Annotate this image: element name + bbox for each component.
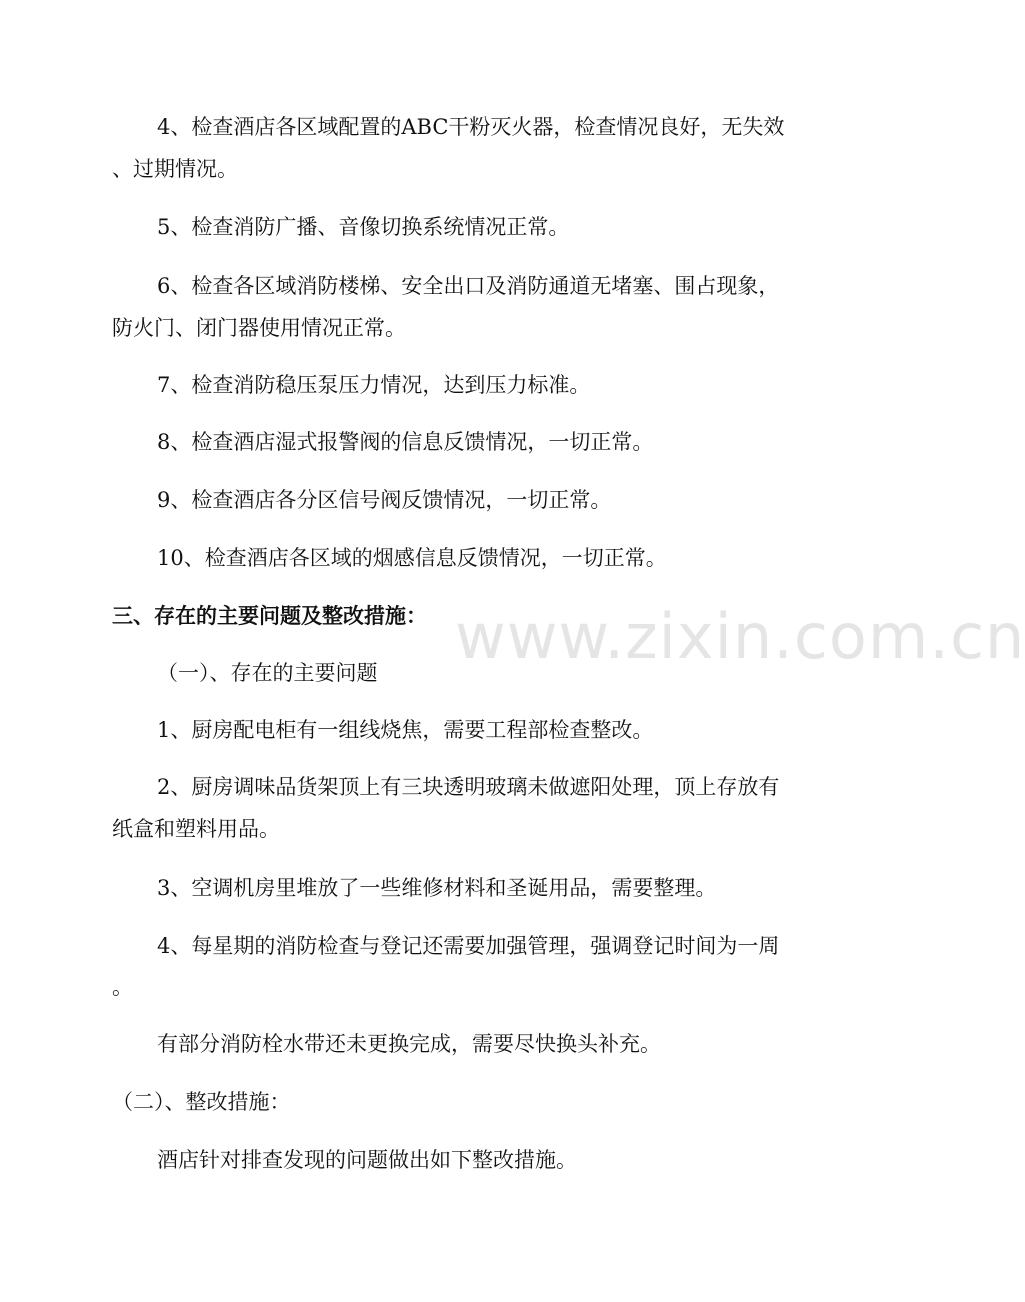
problem-1: 1、厨房配电柜有一组线烧焦，需要工程部检查整改。: [157, 718, 654, 742]
problem-2-line-2: 纸盒和塑料用品。: [112, 817, 280, 841]
problem-4-line-2: 。: [112, 975, 133, 999]
item-7: 7、检查消防稳压泵压力情况，达到压力标准。: [157, 373, 591, 397]
section-heading: 三、存在的主要问题及整改措施：: [112, 604, 427, 628]
problem-3: 3、空调机房里堆放了一些维修材料和圣诞用品，需要整理。: [157, 876, 717, 900]
item-10: 10、检查酒店各区域的烟感信息反馈情况，一切正常。: [157, 546, 667, 570]
problem-2-line-1: 2、厨房调味品货架顶上有三块透明玻璃未做遮阳处理，顶上存放有: [157, 775, 780, 799]
item-4-line-2: 、过期情况。: [112, 157, 238, 181]
measures-intro: 酒店针对排查发现的问题做出如下整改措施。: [157, 1148, 577, 1172]
item-6-line-2: 防火门、闭门器使用情况正常。: [112, 316, 406, 340]
watermark: www.zixin.com.cn: [455, 600, 1025, 673]
item-9: 9、检查酒店各分区信号阀反馈情况，一切正常。: [157, 488, 612, 512]
item-6-line-1: 6、检查各区域消防楼梯、安全出口及消防通道无堵塞、围占现象，: [157, 274, 780, 298]
item-8: 8、检查酒店湿式报警阀的信息反馈情况，一切正常。: [157, 430, 654, 454]
item-5: 5、检查消防广播、音像切换系统情况正常。: [157, 215, 570, 239]
subsection-heading-2: （二）、整改措施：: [112, 1090, 291, 1114]
subsection-heading-1: （一）、存在的主要问题: [157, 661, 378, 685]
item-4-line-1: 4、检查酒店各区域配置的ABC干粉灭火器，检查情况良好，无失效: [157, 115, 785, 139]
note-paragraph: 有部分消防栓水带还未更换完成，需要尽快换头补充。: [157, 1032, 661, 1056]
problem-4-line-1: 4、每星期的消防检查与登记还需要加强管理，强调登记时间为一周: [157, 934, 780, 958]
